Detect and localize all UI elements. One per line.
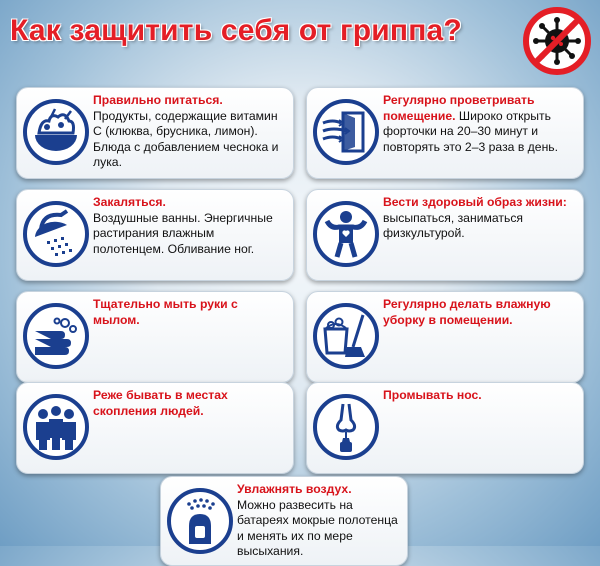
tip-card-humidify <box>160 476 408 566</box>
window-airing-icon <box>311 97 381 167</box>
tip-card-nose-rinse <box>306 382 584 474</box>
tip-heading: Реже бывать в местах скопления людей. <box>93 388 228 418</box>
hand-washing-icon <box>21 301 91 371</box>
tip-card-hardening <box>16 189 294 281</box>
tip-heading: Регулярно делать влажную уборку в помещении. <box>383 297 551 327</box>
tip-card-wet-cleaning <box>306 291 584 383</box>
mop-bucket-icon <box>311 301 381 371</box>
tip-heading: Закаляться. <box>93 195 166 209</box>
tip-card-ventilation <box>306 87 584 179</box>
healthy-person-icon <box>311 199 381 269</box>
tip-heading: Вести здоровый образ жизни: <box>383 195 567 209</box>
tip-text <box>93 297 287 328</box>
tip-card-healthy-lifestyle <box>306 189 584 281</box>
nose-wash-icon <box>311 392 381 462</box>
tip-text <box>93 195 287 257</box>
shower-icon <box>21 199 91 269</box>
tip-text <box>383 297 577 328</box>
tip-heading: Увлажнять воздух. <box>237 482 352 496</box>
tip-text <box>383 388 577 404</box>
tip-body: высыпаться, заниматься физкультурой. <box>383 210 524 240</box>
tip-card-hand-washing <box>16 291 294 383</box>
page-title: Как защитить себя от гриппа? <box>10 14 462 47</box>
tip-card-avoid-crowds <box>16 382 294 474</box>
tip-body: Широко открыть форточки на 20–30 минут и повторять это 2–3 раза в день. <box>383 108 559 154</box>
tip-body: Можно развесить на батареях мокрые полотенца и менять их по мере высыхания. <box>237 497 398 558</box>
tip-text <box>93 93 287 171</box>
no-virus-icon <box>522 6 592 76</box>
tip-text <box>383 93 577 155</box>
tip-text <box>383 195 577 242</box>
tip-heading: Регулярно проветривать помещение. <box>383 93 535 123</box>
tip-heading: Промывать нос. <box>383 388 482 402</box>
food-bowl-icon <box>21 97 91 167</box>
tip-heading: Правильно питаться. <box>93 93 223 107</box>
tip-text <box>93 388 287 419</box>
tip-card-nutrition <box>16 87 294 179</box>
crowd-icon <box>21 392 91 462</box>
tip-text <box>237 482 401 560</box>
tip-body: Воздушные ванны. Энергичные растирания влажным полотенцем. Обливание ног. <box>93 210 273 256</box>
tip-heading: Тщательно мыть руки с мылом. <box>93 297 238 327</box>
tip-body: Продукты, содержащие витамин С (клюква, брусника, лимон). Блюда с добавлением чеснока и лука. <box>93 108 279 169</box>
